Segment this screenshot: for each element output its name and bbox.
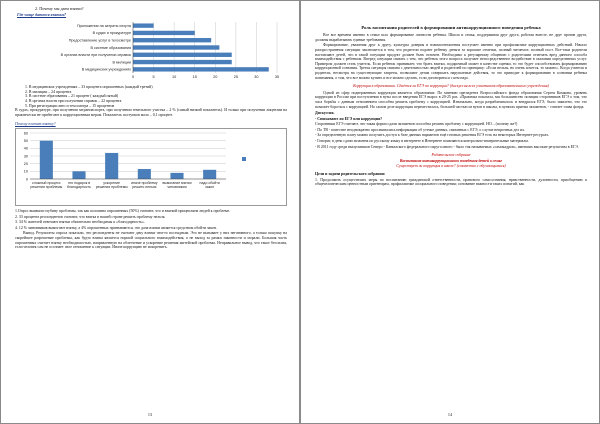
x-tick-label: 30 <box>254 75 259 80</box>
bar <box>72 171 85 179</box>
column-chart-svg <box>16 129 286 205</box>
page-left <box>1 1 299 423</box>
x-tick-label: 35 <box>274 75 280 80</box>
x-tick-label: 10 <box>172 75 177 80</box>
x-tick-label: 20 <box>213 75 218 80</box>
discussion-heading: Дискуссия. <box>315 111 335 116</box>
bar <box>133 31 195 35</box>
page-number: 14 <box>447 412 453 418</box>
question-heading: 2. Почему мы даем взятки? <box>35 6 84 11</box>
bar <box>133 67 269 71</box>
category-label: В органах власти при получении справок <box>60 53 131 58</box>
category-label: ускорение решения проблемы <box>95 180 128 189</box>
page-title: Роль воспитания родителей в формировании антикоррупционного поведения ребенка <box>361 25 541 30</box>
category-label: В милиции <box>112 60 131 65</box>
conclusion-paragraph: Вывод. Результаты опроса показали, что респонденты не считают дачу взятки чем-то постыдным. Это не вызывает у них негативного, а только покупку на скорейшее разрешение проблемы, как будто взятка является нормой социального взаимодействия, а не выход за рамки законности и морали. Большая часть опрошенных считает взятку необходимостью, направленную на облегчение и ускорение решения житейской проблемы. Неправильное вывод, что такое бессилия, если человек сам не осознает свое отношение к ситуации. Иначе коррупцию не искоренить. <box>15 231 287 250</box>
list-item: 1. В медицинских учреждениях – 33 процента опрошенных (каждый третий) <box>25 85 153 90</box>
section-heading: Коррупция в образовании. Сдаётся ли ЕГЭ по коррупции? (дискуссия всех участников образовательного учреждения) <box>353 84 549 89</box>
question-subheading: Где чаще даются взятки? <box>17 11 67 17</box>
paragraph: - В 2011 году среди выпускников Северо - Кавказского федерального округа много - было так называемых «самокадров», имевших высокие результаты в ЕГЭ. <box>315 144 579 149</box>
category-label: это подарок в благодарность <box>67 180 91 189</box>
why-pay-chart <box>15 128 287 206</box>
x-tick-label: 15 <box>192 75 197 80</box>
category-label: надо обойти закон <box>199 180 220 189</box>
bar <box>105 153 118 179</box>
paragraph: 2. 33 процента респондентов считают, что взятка в нашей стране решить проблему нельзя. <box>15 214 166 219</box>
meeting-subheading: Воспитание антикоррупционного поведения детей в семье <box>399 158 503 163</box>
paragraph: Сторонники ЕГЭ считают, что такая форма сдачи экзаменов способна решить проблему с коррупцией. НО... (почему же?) <box>315 122 518 127</box>
paragraph: Одной из сфер подверженных коррупции является образование. По мнению президента Всероссийского фонда образования Сергея Комкова, уровень коррупции в России при поступлении в вузы после введения ЕГЭ вырос в 20-25 раз. «Практика показала, мы большинство позиции сторонников ЕГЭ о том, что часа борьбы с данным отношением способна решить проблему с коррупцией. Изначально, когда разрабатывалось и внедрялся ЕГЭ, было заявлено, что это поможет бороться с коррупцией. Но самом деле коррупция переместилась, большей частью из вузов в школы, в пунктах приема экзаменов, - считает глава фонда. <box>315 90 587 109</box>
bar <box>133 38 211 42</box>
list-item: 4. В органах власти при получении справок – 22 процента <box>25 98 122 103</box>
category-label: В судах и прокуратуре <box>92 31 131 36</box>
bribes-where-chart <box>15 19 287 83</box>
page-right <box>301 1 599 423</box>
y-tick-label: 10 <box>23 169 28 174</box>
meeting-subheading-2: Существует ли коррупция в школе? (совместно с обучающимися) <box>396 164 506 169</box>
y-tick-label: 50 <box>23 138 28 143</box>
x-tick-label: 0 <box>131 75 135 80</box>
list-item: 2. В милиции – 24 процента <box>25 89 72 94</box>
category-label: В медицинских учреждениях <box>81 67 131 72</box>
paragraph: - По ТВ - повестие неоднократно просачивались информации об утечке данных, связанных с ЕГЭ, о случае непрочных дел их. <box>315 127 526 132</box>
y-tick-label: 40 <box>23 146 28 151</box>
list-item: 5. При регистрации авто и техосмотра – 15 процентов <box>25 103 115 108</box>
paragraph: 4. 12 % чиновников вымогают взятку, а 4% опрошенных признаваются, что дача взятки является средством обойти закон. <box>15 225 217 230</box>
bar <box>133 24 154 28</box>
paragraph: В судах, прокуратуре, при получении загранпаспорта, при получении земельного участка – 2 % (самый низкий показатель). И только при получении лицензии на практически не прибегают к коррупционным мерам. Показатель поступков мало – 0,1 процент. <box>15 108 287 117</box>
bar <box>40 141 53 179</box>
category-label: сложный процесс решения проблемы <box>30 180 63 189</box>
bar <box>170 173 183 179</box>
bar <box>138 169 151 179</box>
category-label: вымогание взятки чиновником <box>162 180 192 189</box>
category-label: Приложения на затраты спорта <box>76 24 131 29</box>
y-tick-label: 0 <box>25 177 28 182</box>
y-tick-label: 20 <box>23 161 28 166</box>
paragraph: 3. 34 % жителей отвечают взятки обязательно необходимы к «благодарность». <box>15 220 145 225</box>
list-item: 3. В системе образования – 21 процент ( каждый пятый) <box>25 94 119 99</box>
page-number: 13 <box>147 412 153 418</box>
bar <box>133 53 232 57</box>
x-tick-label: 25 <box>233 75 238 80</box>
question-heading-2: Почему платят взятку? <box>15 122 56 127</box>
category-label: В системе образования <box>90 45 131 50</box>
category-label: Предоставление услуг в техосмотре <box>68 38 131 43</box>
category-label: иначе проблему решить нельзя <box>131 180 158 189</box>
paragraph: Формирование, уважения друг к другу, культуры доверия и взаимоотношения поступает именно при профилактике коррупционных действий. Начало распространения ситуации заключается в том, что родители подают ребенку деньги за хорошие отметки, полный читаемое, полный пост. Все-таки родители наставляют детей, что в такой ситуации продукт должен быть отличен. Необходимо к регулярному общению с родителями отмечать вред данного способа взаимодействия с ребенком. Вперед ситуации связать с тем, что ребенок этого вопроса получает непосредственное воздействие в оказании определенных услуг. Примером должен стать учитель. Если ребенок принимает, что брать взятки, подарочный может в качестве оценки, то это будет способствовать формированию коррупционной сознания. Третья ситуация связана с деятельностью людей и родителей по принципу: «Если нельзя, но очень хочется, то можно». Когда учителя и родители, несмотря на существующие запреты, позволяют детям совершать нарушаемые действия, то это приводит к формированию в сознании ребенка понимания, о том, что все можно купить и все можно сделать, если договориться с кем надо. <box>315 43 587 80</box>
discussion-subheading: - Списывают ли ЕГЭ или коррупция? <box>315 116 383 121</box>
bar <box>133 60 232 64</box>
paragraph: - За определенную плату можно получить доступ к базе данных вариантов ещё готовых решения ЕГЭ есть на некоторых Интернет-ресурсах. <box>315 133 550 138</box>
paragraph: 1.Опрос выявили глубину проблемы, так как половина опрошенных (50%) считают, что и взяткой прицепляем людей к проблеме. <box>15 208 231 213</box>
paragraph: - Говорят, в день сдачи экзамена по русскому языку в интернете в Интернете появляются контрольно-измерительные материалы. <box>315 139 529 144</box>
meeting-heading: Родительское собрание <box>431 153 471 158</box>
y-tick-label: 60 <box>23 131 28 136</box>
goals-heading: Цели и задачи родительского собрания: <box>315 172 386 177</box>
legend-swatch <box>242 157 246 161</box>
x-tick-label: 5 <box>152 75 155 80</box>
bar <box>133 46 219 50</box>
bribes-where-list <box>25 85 287 108</box>
paragraph: Все все времена именно в семье шло формирование личности ребенка. Школа и семья, поддерживая друг друга, работая вместе, не друг против друга, должны вырабатывать единые требования. <box>315 33 587 42</box>
bar-chart-svg <box>15 19 287 83</box>
paragraph: 1. Продолжить осуществлять меры по воспитанию гражданской ответственности, правового самосознания, нравственности, духовности, приобщению к общечеловеческим ценностным ориентирам, профилактике асоциального поведения; основание важности таких понятий, как <box>315 177 587 187</box>
y-tick-label: 30 <box>23 154 28 159</box>
bar <box>203 170 216 179</box>
